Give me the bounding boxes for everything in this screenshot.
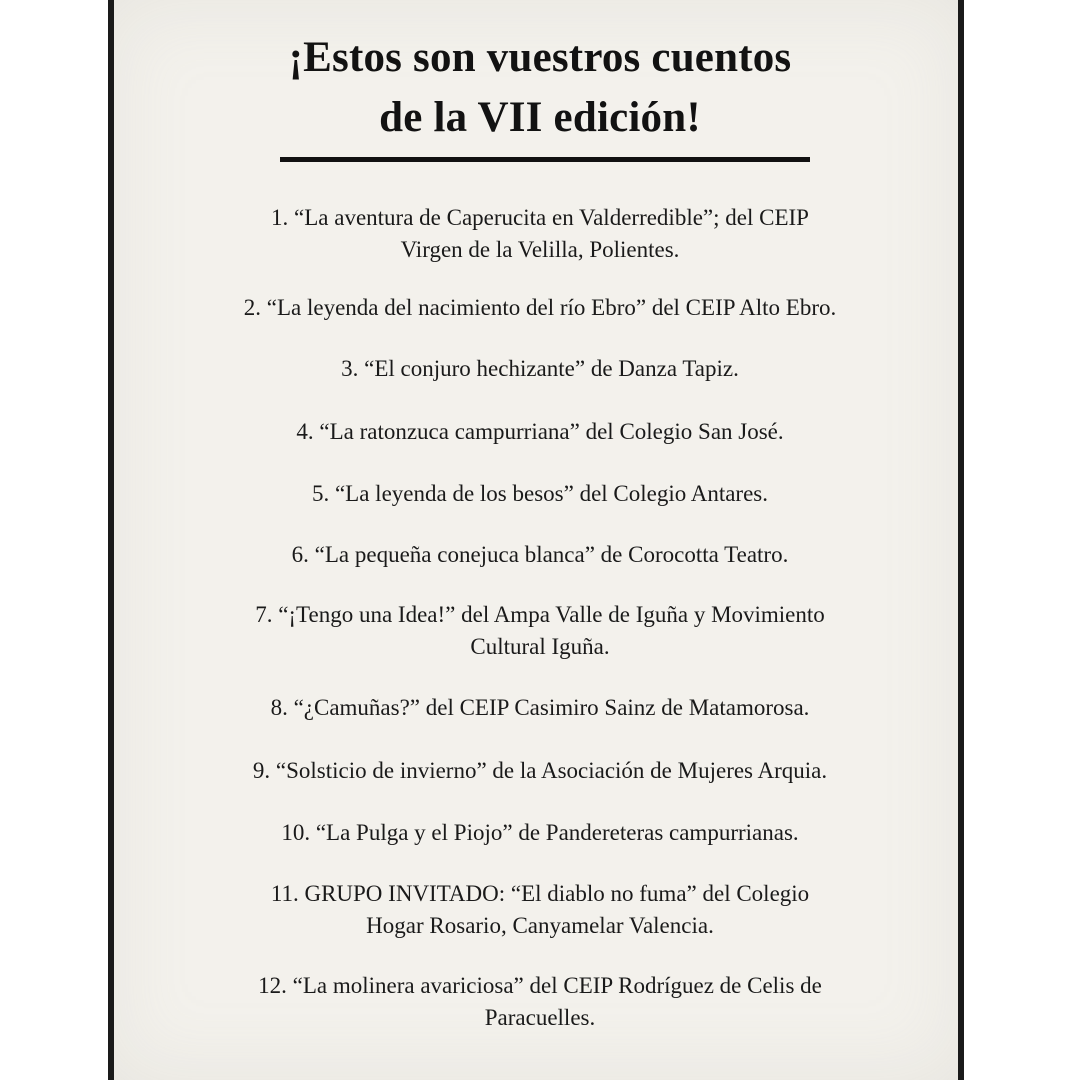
list-item-line: 8. “¿Camuñas?” del CEIP Casimiro Sainz de Matamorosa.	[270, 695, 810, 720]
list-item-line: Virgen de la Velilla, Polientes.	[400, 237, 680, 262]
page-title	[0, 28, 1080, 148]
list-item	[140, 692, 940, 724]
list-item-line: Paracuelles.	[484, 1005, 596, 1030]
sheet-left-edge	[108, 0, 114, 1080]
right-margin	[970, 0, 1080, 1080]
list-item	[140, 817, 940, 849]
sheet-right-edge	[958, 0, 964, 1080]
list-item-line: 12. “La molinera avariciosa” del CEIP Rodríguez de Celis de	[258, 973, 822, 998]
list-item-line: Hogar Rosario, Canyamelar Valencia.	[366, 913, 714, 938]
list-item-line: 6. “La pequeña conejuca blanca” de Corocotta Teatro.	[291, 542, 789, 567]
list-item	[140, 292, 940, 324]
title-divider	[280, 157, 810, 162]
list-item	[140, 202, 940, 266]
list-item-line: 2. “La leyenda del nacimiento del río Ebro” del CEIP Alto Ebro.	[243, 295, 837, 320]
list-item-line: 1. “La aventura de Caperucita en Valderredible”; del CEIP	[271, 205, 809, 230]
title-line-1: ¡Estos son vuestros cuentos	[288, 34, 792, 81]
list-item	[140, 970, 940, 1034]
list-item	[140, 353, 940, 385]
list-item-line: 3. “El conjuro hechizante” de Danza Tapiz.	[341, 356, 739, 381]
list-item-line: 11. GRUPO INVITADO: “El diablo no fuma” del Colegio	[270, 881, 810, 906]
list-item	[140, 878, 940, 942]
list-item-line: 5. “La leyenda de los besos” del Colegio Antares.	[311, 481, 769, 506]
left-margin	[0, 0, 110, 1080]
list-item-line: 4. “La ratonzuca campurriana” del Colegio San José.	[296, 419, 784, 444]
title-line-2: de la VII edición!	[379, 94, 701, 141]
list-item-line: Cultural Iguña.	[470, 634, 610, 659]
list-item	[140, 755, 940, 787]
list-item-line: 7. “¡Tengo una Idea!” del Ampa Valle de Iguña y Movimiento	[255, 602, 825, 627]
list-item	[140, 478, 940, 510]
list-item	[140, 416, 940, 448]
list-item-line: 10. “La Pulga y el Piojo” de Pandereteras campurrianas.	[281, 820, 799, 845]
list-item-line: 9. “Solsticio de invierno” de la Asociación de Mujeres Arquia.	[252, 758, 828, 783]
list-item	[140, 539, 940, 571]
list-item	[140, 599, 940, 663]
